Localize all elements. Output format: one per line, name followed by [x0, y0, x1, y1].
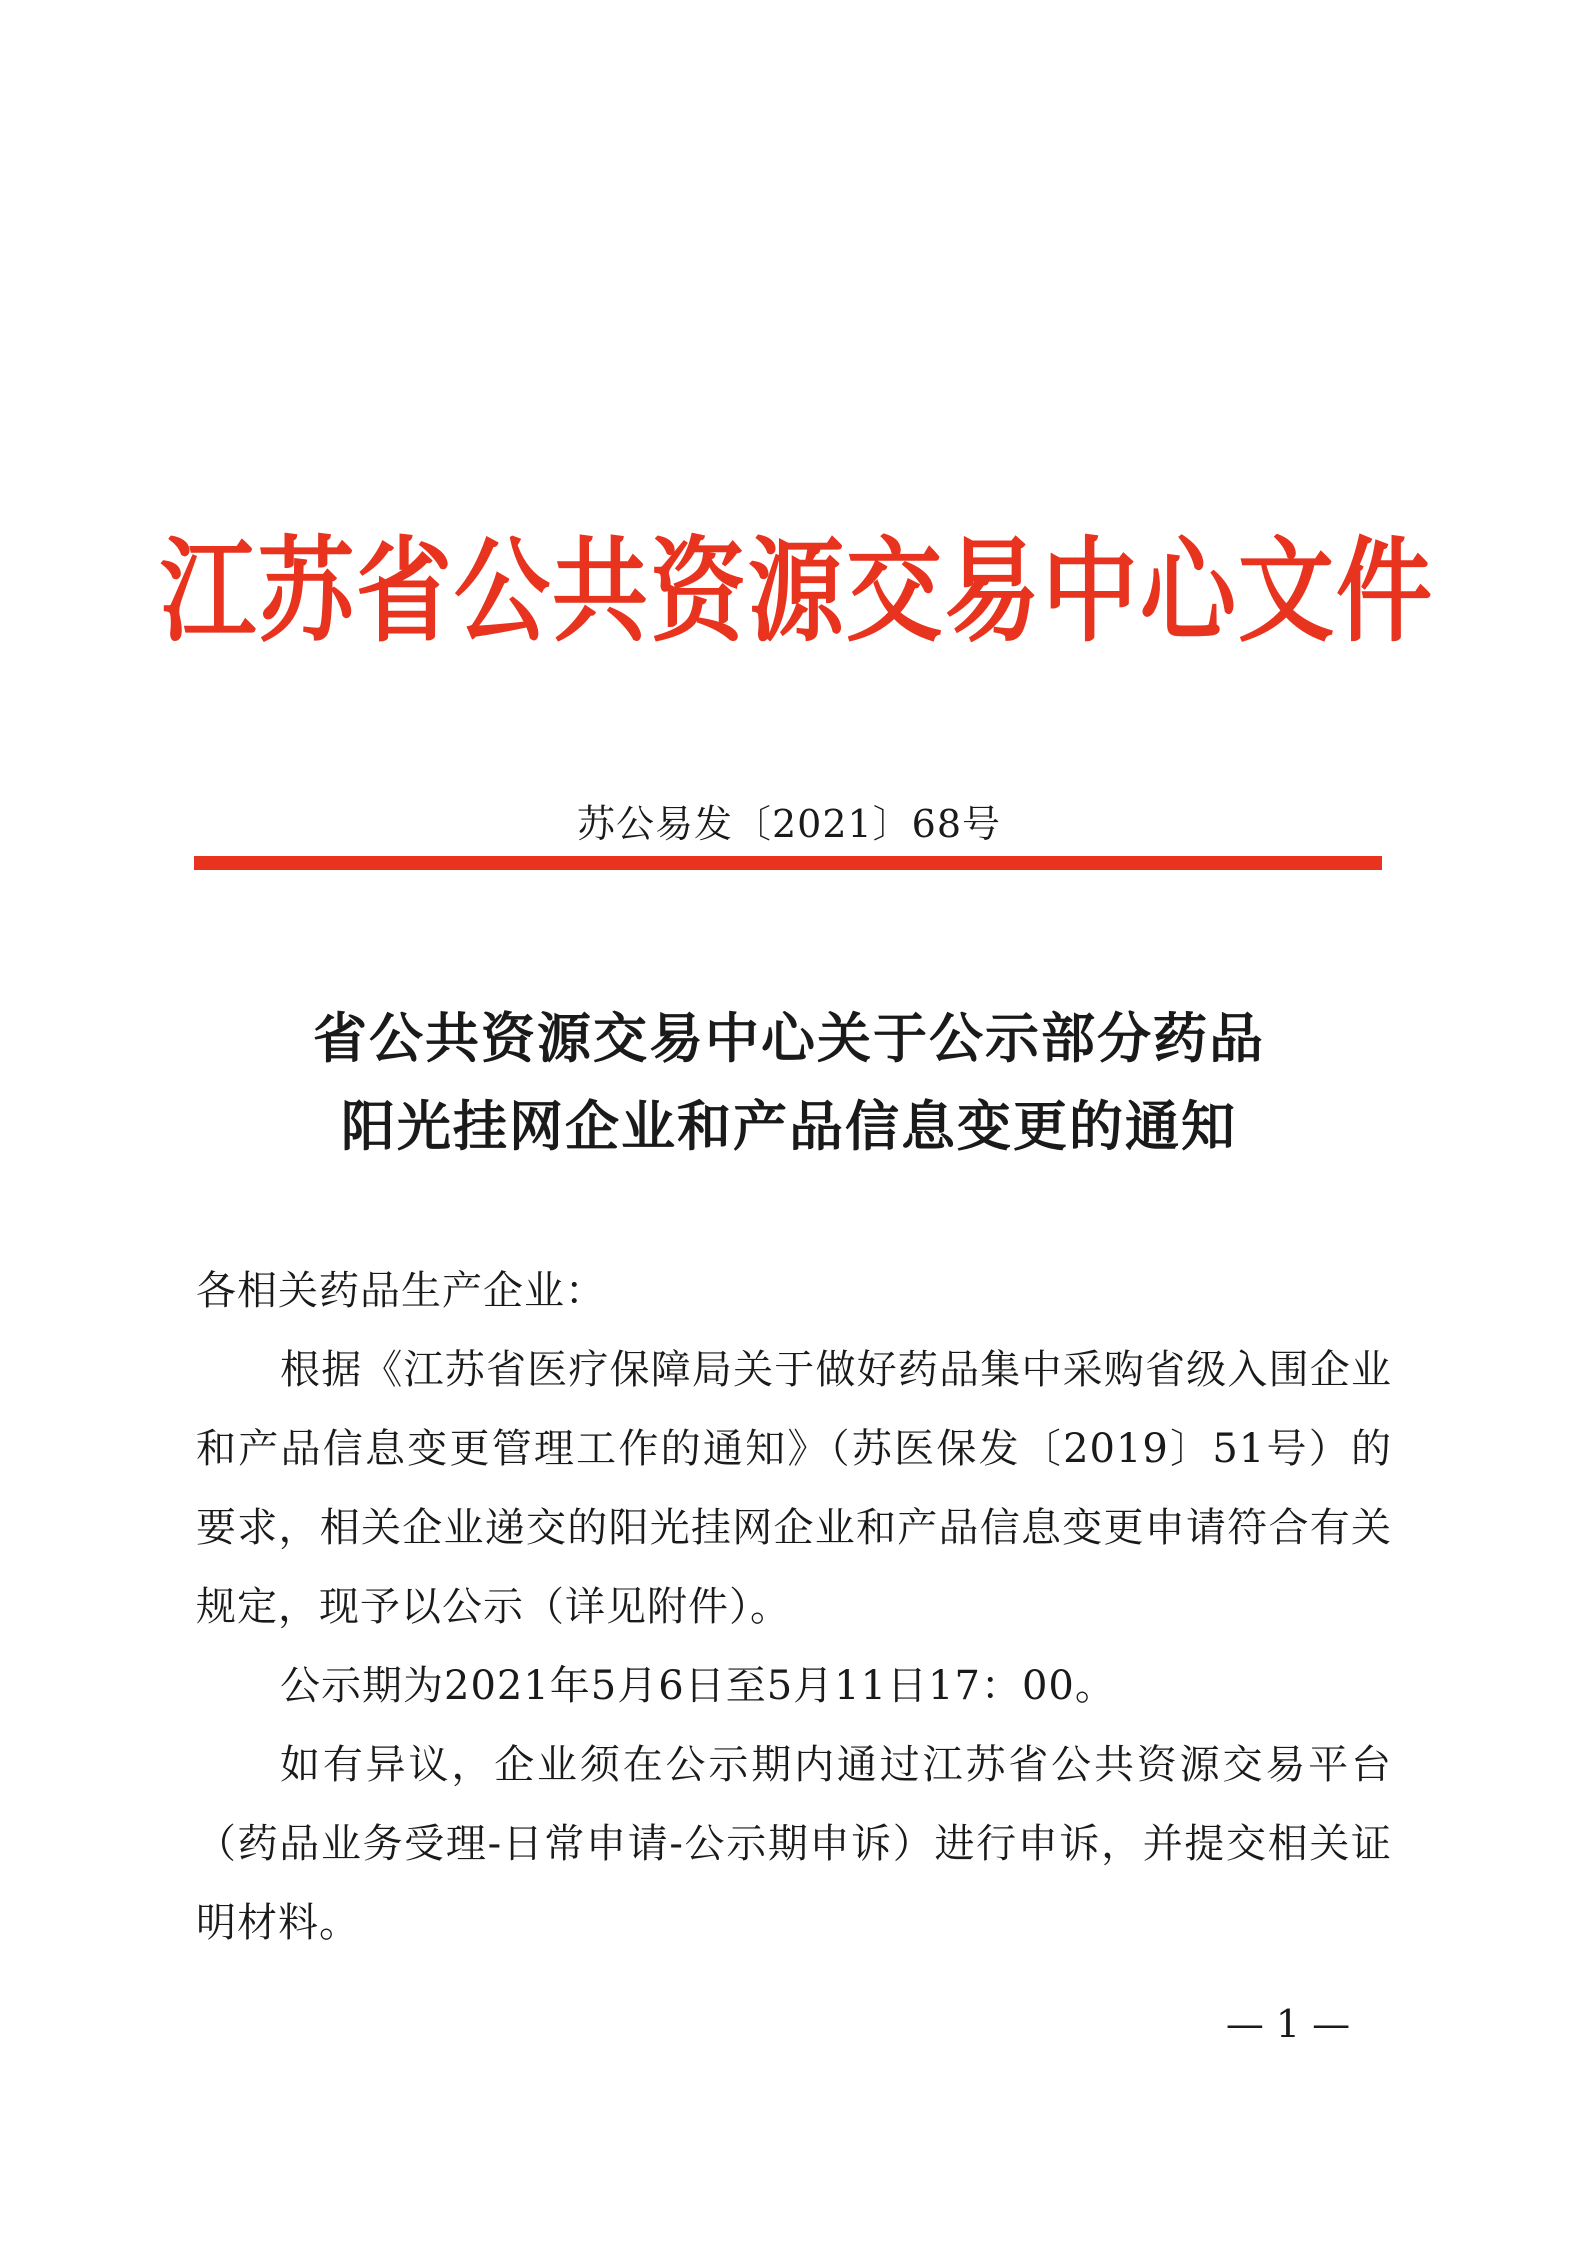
salutation: 各相关药品生产企业：	[196, 1268, 606, 1314]
paragraph-objection: 如有异议，企业须在公示期内通过江苏省公共资源交易平台（药品业务受理-日常申请-公示期申诉）进行申诉，并提交相关证明材料。	[196, 1742, 1392, 1946]
red-divider-rule	[194, 856, 1382, 870]
notice-title-line-2: 阳光挂网企业和产品信息变更的通知	[341, 1095, 1237, 1158]
page-number: — 1 —	[1225, 2002, 1351, 2046]
document-number: 苏公易发〔2021〕68号	[576, 802, 1002, 846]
notice-title-line-1: 省公共资源交易中心关于公示部分药品	[313, 1007, 1265, 1070]
masthead-title: 江苏省公共资源交易中心文件	[160, 525, 1434, 658]
notice-title	[0, 995, 1578, 1171]
paragraph-publicity-period: 公示期为2021年5月6日至5月11日17：00。	[280, 1663, 1116, 1709]
notice-body	[196, 1252, 1392, 1963]
paragraph-basis: 根据《江苏省医疗保障局关于做好药品集中采购省级入围企业和产品信息变更管理工作的通知》（苏医保发〔2019〕51号）的要求，相关企业递交的阳光挂网企业和产品信息变更申请符合有关规定，现予以公示（详见附件）。	[196, 1347, 1392, 1630]
